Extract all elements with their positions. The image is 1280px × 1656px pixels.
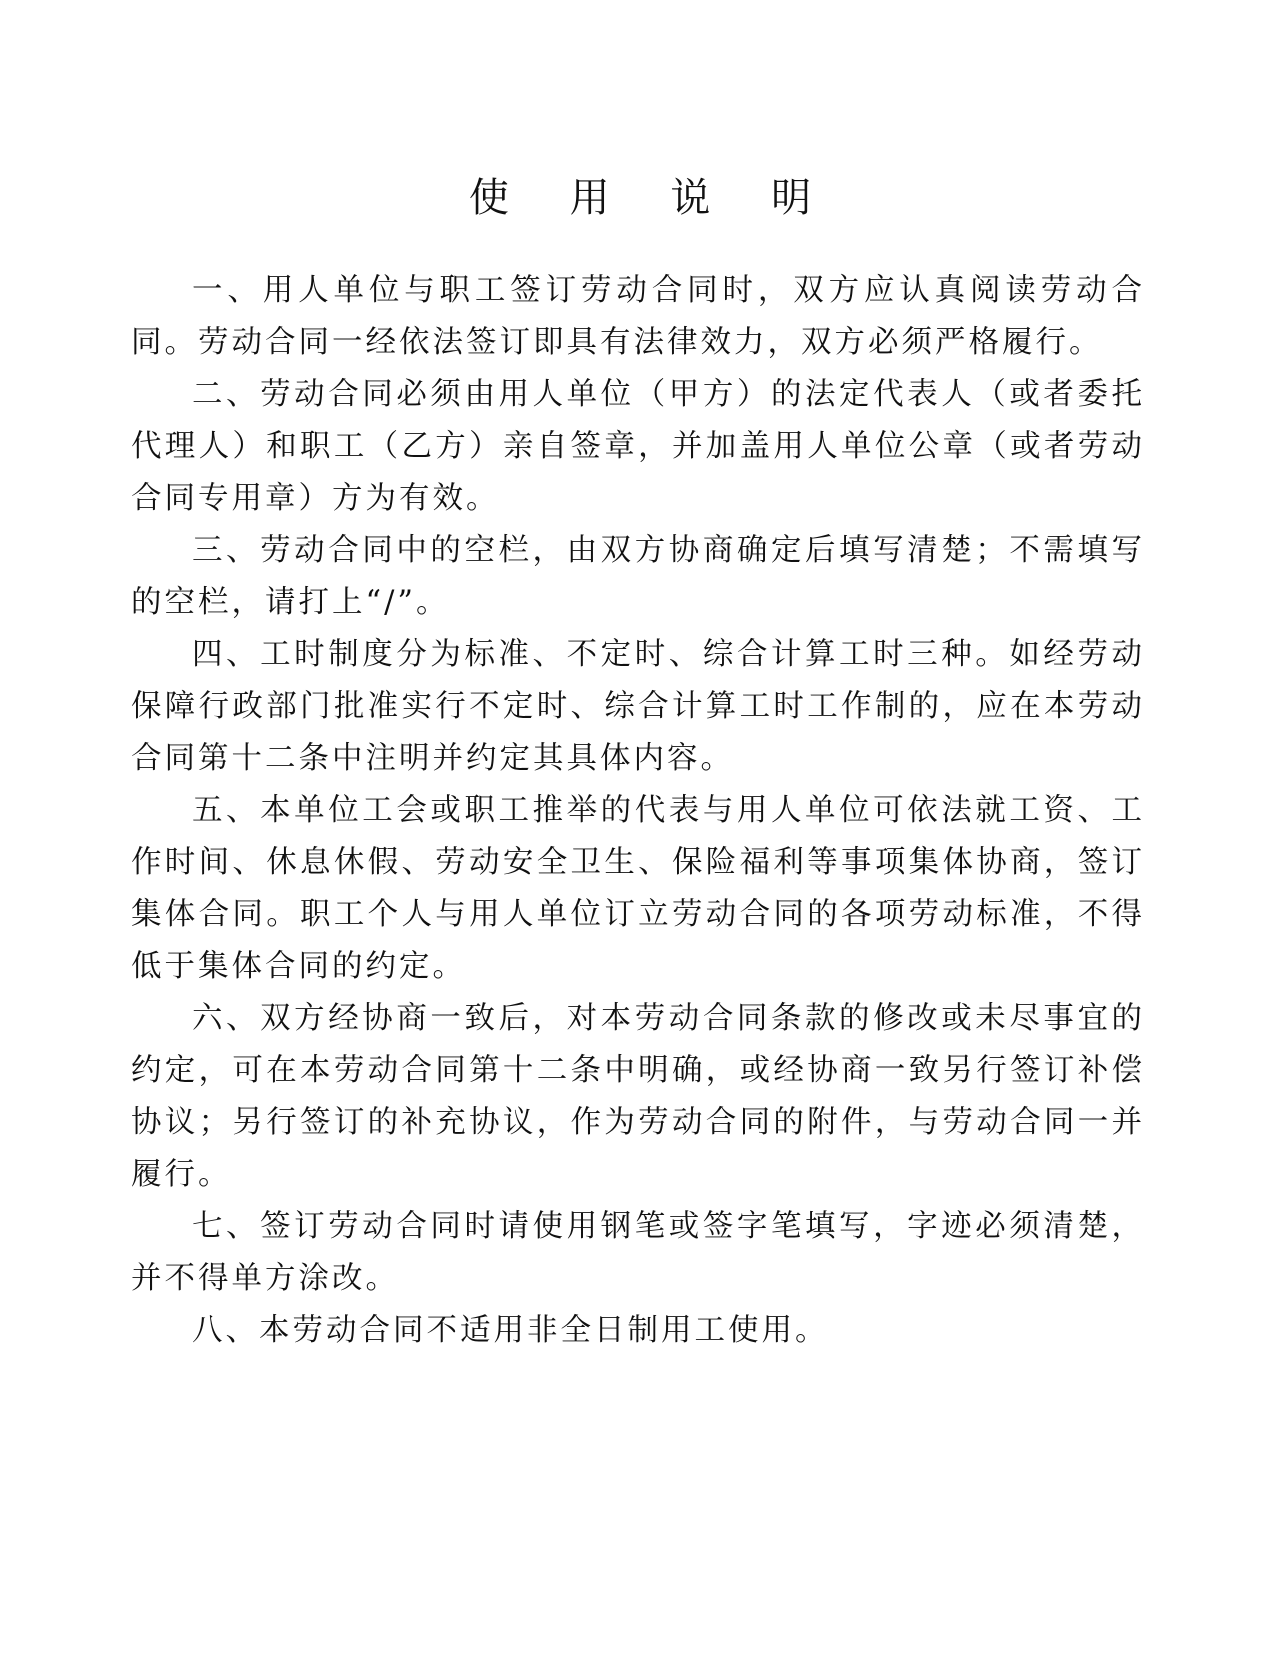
instruction-paragraph-7: 七、签订劳动合同时请使用钢笔或签字笔填写，字迹必须清楚，并不得单方涂改。 <box>131 1209 1145 1296</box>
instruction-paragraph-8: 八、本劳动合同不适用非全日制用工使用。 <box>192 1313 829 1348</box>
page-title: 使 用 说 明 <box>468 175 836 221</box>
instruction-paragraph-2: 二、劳动合同必须由用人单位（甲方）的法定代表人（或者委托代理人）和职工（乙方）亲自签章，并加盖用人单位公章（或者劳动合同专用章）方为有效。 <box>131 377 1145 516</box>
instruction-paragraph-5: 五、本单位工会或职工推举的代表与用人单位可依法就工资、工作时间、休息休假、劳动安全卫生、保险福利等事项集体协商，签订集体合同。职工个人与用人单位订立劳动合同的各项劳动标准，不得低于集体合同的约定。 <box>131 793 1145 984</box>
instruction-paragraph-3: 三、劳动合同中的空栏，由双方协商确定后填写清楚；不需填写的空栏，请打上“/”。 <box>131 533 1145 620</box>
instruction-paragraph-4: 四、工时制度分为标准、不定时、综合计算工时三种。如经劳动保障行政部门批准实行不定时、综合计算工时工作制的，应在本劳动合同第十二条中注明并约定其具体内容。 <box>131 637 1145 776</box>
instructions-body <box>131 265 1145 1357</box>
instruction-paragraph-1: 一、用人单位与职工签订劳动合同时，双方应认真阅读劳动合同。劳动合同一经依法签订即具有法律效力，双方必须严格履行。 <box>131 273 1145 360</box>
instruction-paragraph-6: 六、双方经协商一致后，对本劳动合同条款的修改或未尽事宜的约定，可在本劳动合同第十二条中明确，或经协商一致另行签订补偿协议；另行签订的补充协议，作为劳动合同的附件，与劳动合同一并履行。 <box>131 1001 1145 1192</box>
